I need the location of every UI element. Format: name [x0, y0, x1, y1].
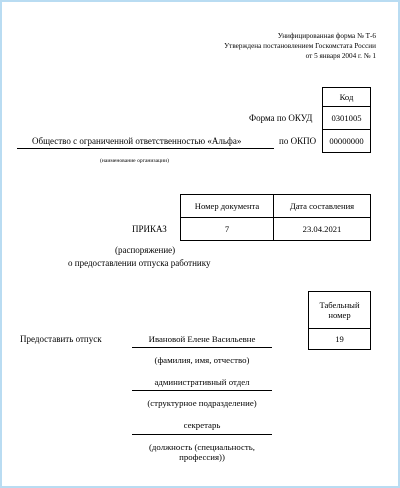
approval-line: Утверждена постановлением Госкомстата России [224, 42, 376, 50]
order-subtype: (распоряжение) [115, 245, 176, 255]
okpo-code-cell: 00000000 [322, 129, 371, 153]
okud-label: Форма по ОКУД [249, 113, 313, 123]
approval-date-line: от 5 января 2004 г. № 1 [305, 52, 376, 60]
grant-leave-label: Предоставить отпуск [20, 334, 102, 344]
employee-name-caption: (фамилия, имя, отчество) [154, 355, 250, 365]
position-underline [132, 434, 272, 435]
doc-date-value: 23.04.2021 [273, 217, 371, 241]
position-caption: (должность (специальность, профессия)) [149, 442, 255, 462]
doc-number-header: Номер документа [180, 194, 274, 218]
employee-name-underline [132, 347, 272, 348]
tab-number-value: 19 [308, 328, 371, 350]
department-underline [132, 390, 272, 391]
doc-number-value: 7 [180, 217, 274, 241]
okpo-label: по ОКПО [279, 136, 317, 146]
organization-underline [17, 148, 274, 149]
employee-name: Ивановой Елене Васильевне [148, 334, 256, 344]
organization-name: Общество с ограниченной ответственностью «Альфа» [32, 136, 242, 146]
order-subject: о предоставлении отпуска работнику [68, 258, 211, 268]
okud-code-cell: 0301005 [322, 106, 371, 130]
position-name: секретарь [183, 420, 221, 430]
form-number-line: Унифицированная форма № Т-6 [277, 32, 376, 40]
department-name: административный отдел [154, 377, 250, 387]
code-header-cell: Код [322, 87, 371, 107]
tab-number-header: Табельный номер [308, 291, 371, 329]
doc-date-header: Дата составления [273, 194, 371, 218]
department-caption: (структурное подразделение) [147, 398, 257, 408]
order-title: ПРИКАЗ [132, 224, 167, 234]
organization-caption: (наименование организации) [100, 158, 169, 164]
